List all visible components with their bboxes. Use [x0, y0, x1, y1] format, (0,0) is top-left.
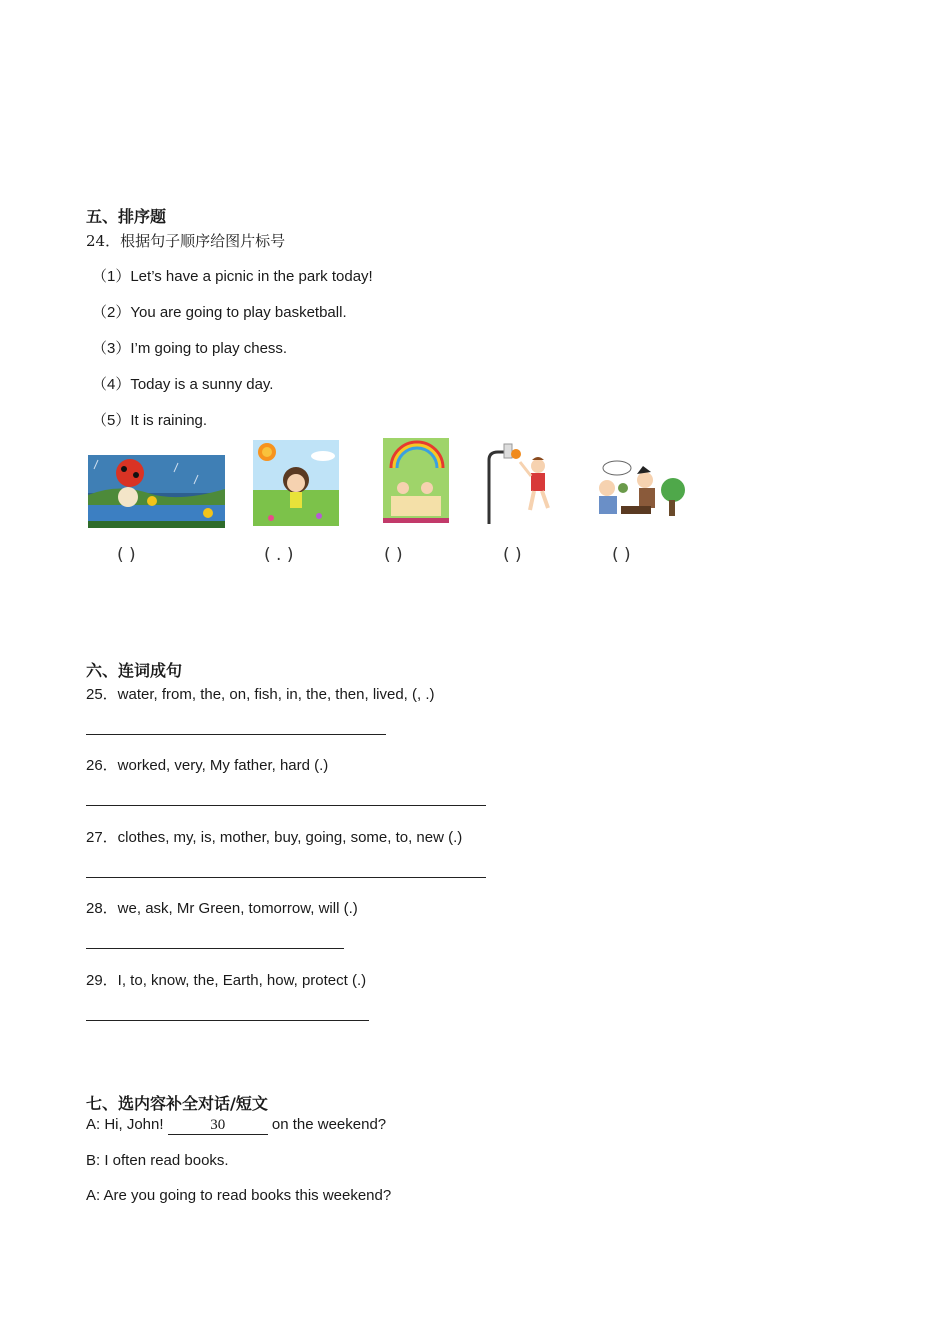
dialogue-line-1 [86, 1116, 386, 1135]
question-25: 25．water, from, the, on, fish, in, the, then, lived, (, .) [86, 686, 435, 703]
answer-paren-2[interactable]: ( . ) [264, 545, 294, 565]
question-26: 26．worked, very, My father, hard (.) [86, 757, 329, 774]
rainy-scene-image [88, 455, 225, 528]
picture-picnic [383, 438, 449, 523]
sunny-scene-image [253, 440, 339, 526]
answer-line-26[interactable] [86, 805, 486, 806]
answer-paren-1[interactable]: ( ) [117, 545, 136, 565]
question-28: 28．we, ask, Mr Green, tomorrow, will (.) [86, 900, 358, 917]
answer-line-28[interactable] [86, 948, 344, 949]
picture-chess [587, 458, 687, 522]
sentence-item-1: （1）Let’s have a picnic in the park today! [92, 268, 373, 285]
picture-sunny [253, 440, 339, 526]
answer-line-27[interactable] [86, 877, 486, 878]
section-5-title: 五、排序题 [86, 207, 167, 226]
question-29: 29．I, to, know, the, Earth, how, protect (.) [86, 972, 367, 989]
answer-line-25[interactable] [86, 734, 386, 735]
chess-scene-image [587, 458, 687, 522]
sentence-item-3: （3）I’m going to play chess. [92, 340, 288, 357]
sentence-item-4: （4）Today is a sunny day. [92, 376, 274, 393]
dialogue-line-1-start: A: Hi, John! [86, 1116, 168, 1133]
question-27: 27．clothes, my, is, mother, buy, going, some, to, new (.) [86, 829, 463, 846]
sentence-item-2: （2）You are going to play basketball. [92, 304, 347, 321]
sentence-item-5: （5）It is raining. [92, 412, 208, 429]
picture-basketball [486, 440, 560, 526]
dialogue-line-1-end: on the weekend? [267, 1116, 387, 1133]
dialogue-line-2: B: I often read books. [86, 1152, 229, 1169]
answer-line-29[interactable] [86, 1020, 369, 1021]
answer-paren-3[interactable]: ( ) [384, 545, 403, 565]
basketball-scene-image [486, 440, 560, 526]
blank-30[interactable]: 30 [168, 1117, 268, 1135]
picnic-scene-image [383, 438, 449, 523]
section-6-title: 六、连词成句 [86, 661, 183, 680]
answer-paren-4[interactable]: ( ) [503, 545, 522, 565]
answer-paren-5[interactable]: ( ) [612, 545, 631, 565]
question-24-prompt: 24．根据句子顺序给图片标号 [86, 232, 286, 250]
picture-rainy [88, 455, 225, 528]
section-7-title: 七、选内容补全对话/短文 [86, 1094, 268, 1113]
dialogue-line-3: A: Are you going to read books this weekend? [86, 1187, 392, 1204]
